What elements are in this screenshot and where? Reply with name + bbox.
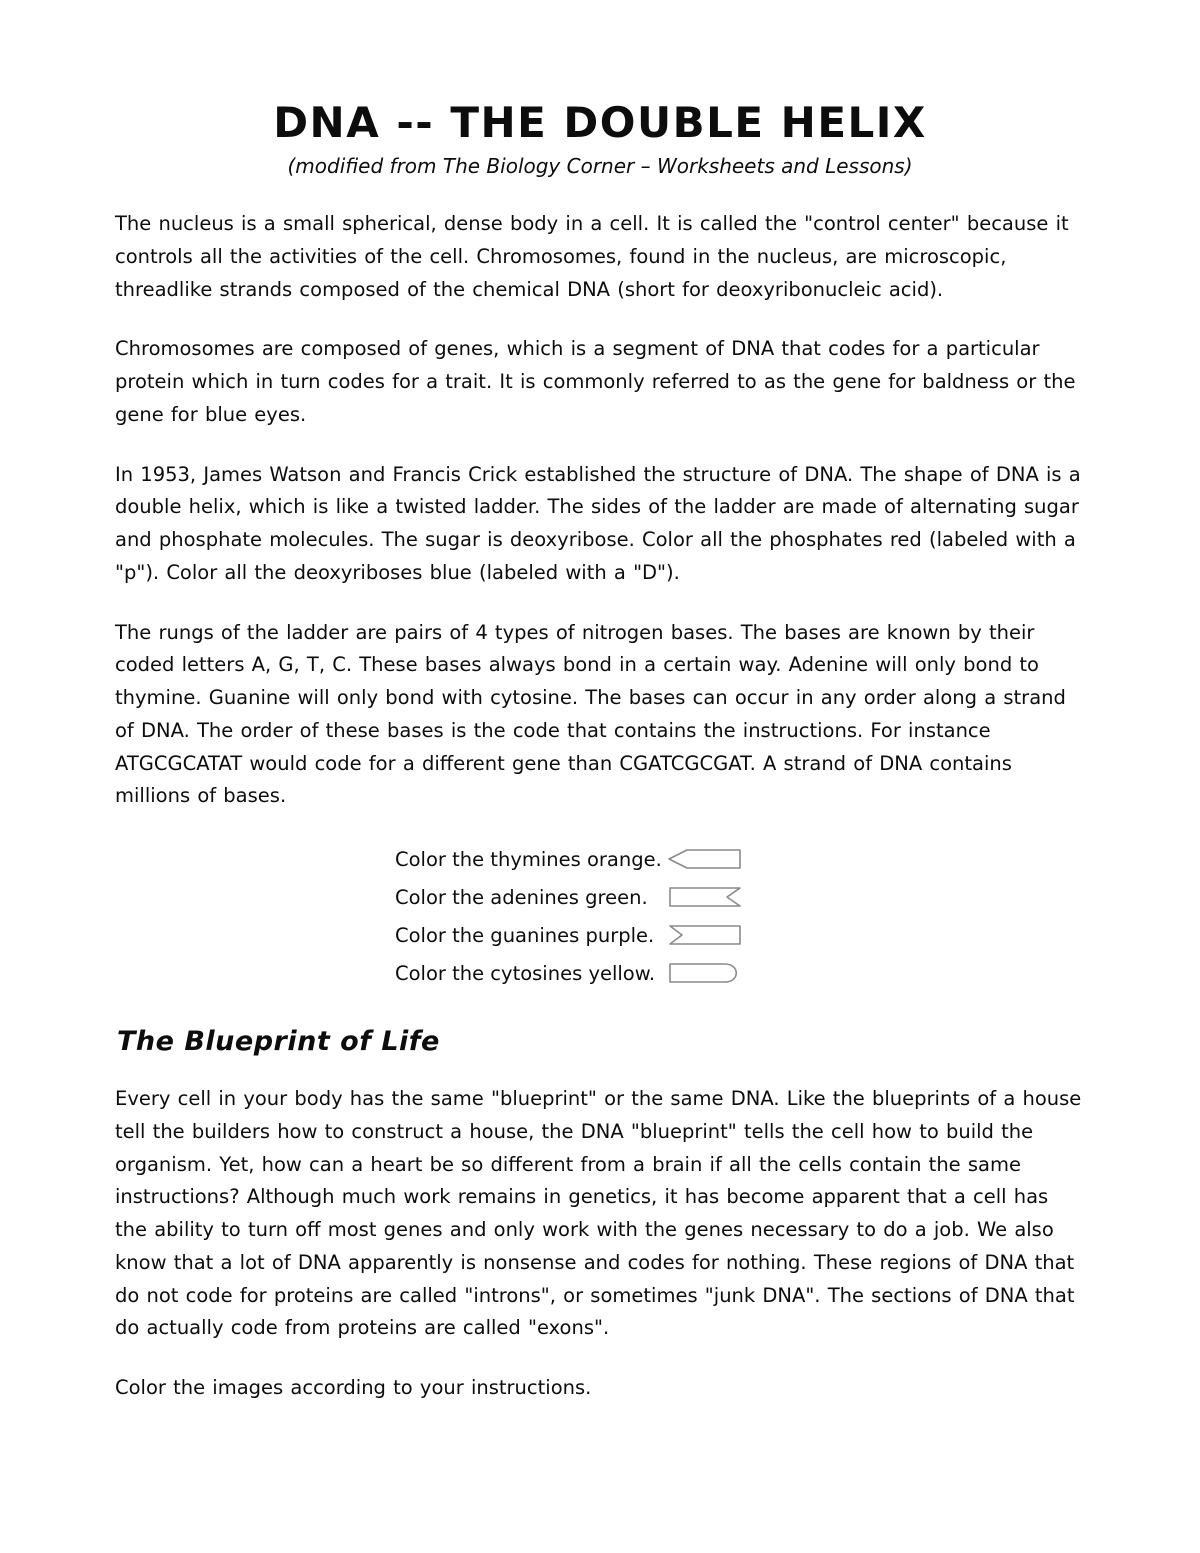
thymine-shape-icon bbox=[667, 847, 743, 871]
color-task-label: Color the thymines orange. bbox=[395, 847, 662, 871]
color-task-row-cytosine bbox=[395, 954, 1085, 992]
paragraph-blueprint: Every cell in your body has the same "blueprint" or the same DNA. Like the blueprints of a house tell the builders how to construct a house, the DNA "blueprint" tells the cell how to build the organism. Yet, how can a heart be so different from a brain if all the cells contain the same instructions? Although much work remains in genetics, it has become apparent that a cell has the ability to turn off most genes and only work with the genes necessary to do a job. We also know that a lot of DNA apparently is nonsense and codes for nothing. These regions of DNA that do not code for proteins are called "introns", or sometimes "junk DNA". The sections of DNA that do actually code from proteins are called "exons". bbox=[115, 1087, 1082, 1340]
color-instructions-list bbox=[395, 840, 1085, 992]
closing-instruction: Color the images according to your instructions. bbox=[115, 1376, 592, 1400]
color-task-label: Color the adenines green. bbox=[395, 885, 648, 909]
paragraph-nitrogen-bases: The rungs of the ladder are pairs of 4 types of nitrogen bases. The bases are known by their coded letters A, G, T, C. These bases always bond in a certain way. Adenine will only bond to thymine. Guanine will only bond with cytosine. The bases can occur in any order along a strand of DNA. The order of these bases is the code that contains the instructions. For instance ATGCGCATAT would code for a different gene than CGATCGCGAT. A strand of DNA contains millions of bases. bbox=[115, 620, 1066, 808]
adenine-shape-icon bbox=[667, 885, 743, 909]
paragraph-chromosomes: Chromosomes are composed of genes, which is a segment of DNA that codes for a particular protein which in turn codes for a trait. It is commonly referred to as the gene for baldness or the gene for blue eyes. bbox=[115, 337, 1076, 426]
section-heading-blueprint-of-life: The Blueprint of Life bbox=[117, 1026, 440, 1058]
guanine-shape-icon bbox=[667, 923, 743, 947]
cytosine-shape-icon bbox=[667, 961, 743, 985]
color-task-row-thymine bbox=[395, 840, 1085, 878]
color-task-label: Color the cytosines yellow. bbox=[395, 961, 656, 985]
color-task-row-guanine bbox=[395, 916, 1085, 954]
paragraph-watson-crick: In 1953, James Watson and Francis Crick established the structure of DNA. The shape of DNA is a double helix, which is like a twisted ladder. The sides of the ladder are made of alternating sugar and phosphate molecules. The sugar is deoxyribose. Color all the phosphates red (labeled with a "p"). Color all the deoxyriboses blue (labeled with a "D"). bbox=[115, 462, 1081, 584]
paragraph-nucleus: The nucleus is a small spherical, dense body in a cell. It is called the "control center" because it controls all the activities of the cell. Chromosomes, found in the nucleus, are microscopic, threadlike strands composed of the chemical DNA (short for deoxyribonucleic acid). bbox=[115, 212, 1069, 301]
page-title: DNA -- THE DOUBLE HELIX bbox=[273, 98, 927, 147]
color-task-row-adenine bbox=[395, 878, 1085, 916]
color-task-label: Color the guanines purple. bbox=[395, 923, 655, 947]
page-subtitle: (modified from The Biology Corner – Worksheets and Lessons) bbox=[287, 154, 913, 179]
